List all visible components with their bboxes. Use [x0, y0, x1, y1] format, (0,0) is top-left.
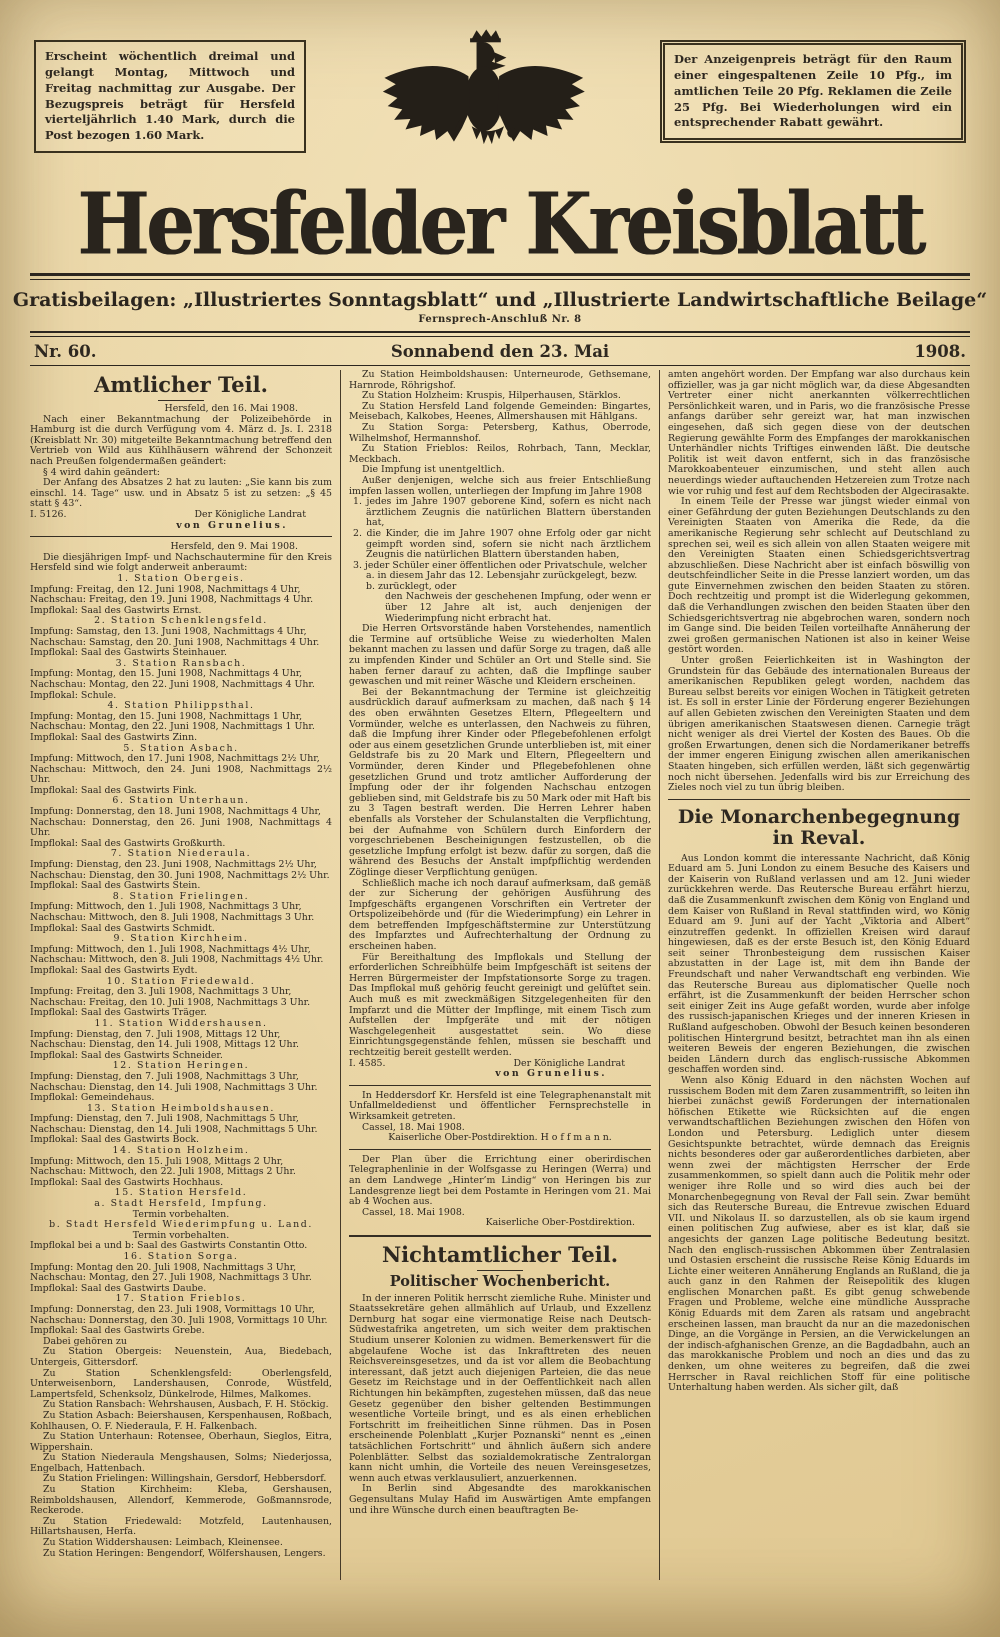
text-block: Impflokal: Saal des Gastwirts Ernst.	[30, 604, 202, 616]
date-row	[0, 337, 1000, 365]
issue-year: 1908.	[914, 342, 966, 361]
station-heading: 10. Station Friedewald.	[106, 975, 256, 987]
column-middle	[349, 370, 651, 1580]
text-block: Impfung: Dienstag, den 7. Juli 1908, Nachmittags 5 Uhr,	[30, 1113, 299, 1125]
text-block: Impflokal: Saal des Gastwirts Zinn.	[30, 731, 198, 743]
text-block: Nachschau: Mittwoch, den 8. Juli 1908, Nachmittags 4½ Uhr.	[30, 954, 324, 966]
text-block: Unter großen Feierlichkeiten ist in Washington der Grundstein für das Gebäude des internationalen Bureaus der amerikanischen Republiken gelegt worden, nachdem das Bureau selbst bereits vor einigen Wochen in Tätigkeit getreten ist. Es soll in erster Linie der Förderung engerer Beziehungen auf allen Gebieten zwischen den Vereinigten Staaten und dem übrigen amerikanischen Staatswesen dienen. Carnegie trägt nicht weniger als drei Viertel der Kosten des Baues. Ob die großen Erwartungen, denen sich die Nordamerikaner betreffs der immer engeren Einigung zwischen allen amerikanischen Staaten hingeben, sich erfüllen werden, läßt sich gegenwärtig noch nicht übersehen. Jedenfalls wird bis zur Erreichung des Zieles noch viel zu tun übrig bleiben.	[668, 655, 970, 794]
masthead-subtitle: Gratisbeilagen: „Illustriertes Sonntagsblatt“ und „Illustrierte Landwirtschaftliche Beilage“	[12, 289, 988, 311]
newspaper-title: Hersfelder Kreisblatt	[77, 174, 923, 274]
text-block: Zu Station Widdershausen: Leimbach, Kleinensee.	[43, 1537, 283, 1549]
issue-date: Sonnabend den 23. Mai	[390, 342, 610, 361]
article-paragraph: Nach einer Bekanntmachung der Polizeibehörde in Hamburg ist die durch Verfügung vom 4. März d. Js. I. 2318 (Kreisblatt Nr. 30) mitgeteilte Bekanntmachung betreffend den Vertrieb von Wild aus Kühlhäusern während der Schonzeit nach Preußen folgendermaßen geändert:	[30, 413, 332, 468]
column-rule	[349, 1149, 651, 1150]
text-block: Impflokal: Saal des Gastwirts Daube.	[30, 1282, 207, 1294]
text-block: Zu Station Unterhaun: Rotensee, Oberhaun, Sieglos, Eitra, Wippershain.	[30, 1431, 332, 1453]
station-heading: 17. Station Frieblos.	[115, 1293, 247, 1305]
text-block: Zu Station Holzheim: Kruspis, Hilperhausen, Stärklos.	[362, 390, 621, 402]
masthead-phone-line: Fernsprech-Anschluß Nr. 8	[418, 314, 582, 325]
station-heading: 12. Station Heringen.	[112, 1060, 250, 1072]
text-block: Nachschau: Mittwoch, den 24. Juni 1908, Nachmittags 2½ Uhr.	[30, 763, 332, 786]
text-block: Nachschau: Dienstag, den 14. Juli 1908, Mittags 12 Uhr.	[30, 1039, 300, 1051]
text-block: Impflokal: Saal des Gastwirts Hochhaus.	[30, 1176, 224, 1188]
text-block: Impflokal: Saal des Gastwirts Stein.	[30, 880, 201, 892]
station-heading: 14. Station Holzheim.	[112, 1145, 250, 1157]
station-heading: 4. Station Philippsthal.	[107, 700, 255, 712]
text-block: Zu Station Ransbach: Wehrshausen, Ausbach, F. H. Stöckig.	[43, 1399, 329, 1411]
column-rule	[349, 1085, 651, 1086]
ad-price-box: Der Anzeigenpreis beträgt für den Raum einer eingespaltenen Zeile 10 Pfg., im amtlichen Teile 20 Pfg. Reklamen die Zeile 25 Pfg. Bei Wiederholungen wird ein entsprechender Rabatt gewährt.	[660, 40, 966, 143]
signature-name: von Grunelius.	[176, 519, 288, 531]
text-block: Für Bereithaltung des Impflokals und Stellung der erforderlichen Schreibhülfe beim Impfgeschäft ist seitens der Herren Bürgermeister der Impfstationsorte Sorge zu tragen. Das Impflokal muß gehörig feucht gereinigt und gelüftet sein. Auch muß es mit zweckmäßigen Sitzgelegenheiten für den Impfarzt und die Mütter der Impflinge, mit einem Tisch zum Aufstellen der Impfgeräte und mit der nötigen Waschgelegenheit ausgestattet sein. Wo diese Einrichtungsgegenstände fehlen, müssen sie beschafft und rechtzeitig bereit gestellt werden.	[349, 951, 651, 1058]
signature-role: Der Königliche Landrat	[513, 1057, 625, 1069]
text-block: In einem Teile der Presse war jüngst wieder einmal von einer Gefährdung der guten Beziehungen Deutschlands zu den Vereinigten Staaten von Amerika die Rede, da die amerikanische Regierung sehr schlecht auf Deutschland zu sprechen sei, weil es sich allein von allen Staaten weigere mit den Vereinigten Staaten einen Schiedsgerichtsvertrag abzuschließen. Diese Nachricht aber ist einfach böswillig von deutschfeindlicher Seite in die Presse lanziert worden, um das gute Einvernehmen zwischen den beiden Staaten zu stören. Doch rechtzeitig und prompt ist die Widerlegung gekommen, daß die Verhandlungen zwischen den beiden Staaten über den Schiedsgerichtsvertrag nie abgebrochen waren, sondern noch im Gange sind. Die beiden Teilen vorteilhafte Annäherung der zwei großen germanischen Nationen ist also in keiner Weise gestört worden.	[668, 496, 970, 656]
text-block: Impflokal: Schule.	[30, 689, 117, 701]
station-heading: 1. Station Obergeis.	[117, 573, 245, 584]
text-block: 3. jeder Schüler einer öffentlichen oder Privatschule, welcher	[353, 559, 647, 571]
text-block: Nachschau: Dienstag, den 14. Juli 1908, Nachmittags 3 Uhr.	[30, 1081, 318, 1093]
text-block: Cassel, 18. Mai 1908.	[362, 1206, 465, 1218]
text-block: In der inneren Politik herrscht ziemliche Ruhe. Minister und Staatssekretäre gehen allmählich auf Urlaub, und Exzellenz Dernburg hat sogar eine viermonatige Reise nach Deutsch-Südwestafrika angetreten, um sich weiter dem praktischen Studium unserer Kolonien zu widmen. Bemerkenswert für die abgelaufene Woche ist das Inkrafttreten des neuen Reichsvereinsgesetzes, und da ist vor allem die Beobachtung interessant, daß jetzt auch diejenigen Parteien, die das neue Gesetz im Reichstage und in der Oeffentlichkeit nach allen Richtungen hin bekämpften, zugestehen müssen, daß das neue Gesetz gegenüber den bisher geltenden Bestimmungen wesentliche Vorteile bringt, und es als einen erheblichen Fortschritt im freiheitlichen Sinne rühmen. Das in Posen erscheinende Polenblatt „Kurjer Poznanski“ nennt es „einen tatsächlichen Fortschritt“ und ähnlich äußern sich andere Polenblätter. Selbst das sozialdemokratische Zentralorgan kann nicht umhin, die Vorteile des neuen Vereinsgesetzes, wenn auch etwas verklausuliert, anzuerkennen.	[349, 1292, 651, 1484]
text-block: Impfung: Montag, den 15. Juni 1908, Nachmittags 4 Uhr,	[30, 668, 303, 680]
signature-role: Der Königliche Landrat	[194, 509, 306, 521]
issue-number: Nr. 60.	[34, 342, 97, 361]
text-block: Impflokal: Saal des Gastwirts Steinhauer.	[30, 647, 227, 659]
column-right	[668, 370, 970, 1580]
text-block: Impflokal: Saal des Gastwirts Großkurth.	[30, 837, 226, 849]
text-block: 1. jedes im Jahre 1907 geborene Kind, sofern es nicht nach ärztlichem Zeugnis die natürlichen Blattern überstanden hat,	[353, 496, 651, 529]
text-block: den Nachweis der geschehenen Impfung, oder wenn er über 12 Jahre alt ist, auch denjenigen der Wiederimpfung nicht erbracht hat.	[385, 591, 651, 624]
text-block: Zu Station Heimboldshausen: Unterneurode, Gethsemane, Harnrode, Röhrigshof.	[349, 370, 651, 391]
text-block: Impfung: Freitag, den 3. Juli 1908, Nachmittags 3 Uhr,	[30, 986, 292, 998]
station-heading: 15. Station Hersfeld.	[114, 1187, 248, 1199]
text-block: Impfung: Mittwoch, den 1. Juli 1908, Nachmittags 4½ Uhr,	[30, 943, 311, 955]
text-block: Bei der Bekanntmachung der Termine ist gleichzeitig ausdrücklich darauf aufmerksam zu machen, daß nach § 14 des oben erwähnten Gesetzes Eltern, Pflegeeltern und Vormünder, welche es unterlassen, den Nachweis zu führen, daß die Impfung ihrer Kinder oder Pflegebefohlenen erfolgt oder aus einem gesetzlichen Grunde unterblieben ist, mit einer Geldstrafe bis zu 20 Mark und Eltern, Pflegeeltern und Vormünder, deren Kinder und Pflegebefohlenen ohne gesetzlichen Grund und trotz amtlicher Aufforderung der Impfung oder der ihr folgenden Nachschau entzogen geblieben sind, mit Geldstrafe bis zu 50 Mark oder mit Haft bis zu 3 Tagen bestraft werden. Die Herren Lehrer haben ebenfalls als Vorsteher der Schulanstalten die Verpflichtung, bei der Aufnahme von Schülern durch Einfordern der vorgeschriebenen Bescheinigungen festzustellen, ob die gesetzliche Impfung erfolgt ist bezw. dafür zu sorgen, daß die während des Besuchs der Anstalt impfpflichtig werdenden Zöglinge dieser Verpflichtung genügen.	[349, 686, 651, 878]
text-block: Nachschau: Freitag, den 10. Juli 1908, Nachmittags 3 Uhr.	[30, 996, 311, 1008]
section-heading: Amtlicher Teil.	[30, 373, 332, 401]
text-block: Zu Station Frieblos: Reilos, Rohrbach, Tann, Mecklar, Meckbach.	[349, 443, 651, 465]
masthead-rule-top	[30, 273, 970, 280]
dateline: Hersfeld, den 9. Mai 1908.	[170, 541, 298, 553]
text-block: Die Herren Ortsvorstände haben Vorstehendes, namentlich die Termine auf ortsübliche Weise zu wiederholten Malen bekannt machen zu lassen und dafür Sorge zu tragen, daß alle zu impfenden Kinder und Schüler an Ort und Stelle sind. Sie haben ferner darauf zu achten, daß die Impflinge sauber gewaschen und mit reiner Wäsche und Kleidern erscheinen.	[349, 623, 651, 688]
text-block: Impflokal: Gemeindehaus.	[30, 1092, 155, 1104]
text-block: Nachschau: Freitag, den 19. Juni 1908, Nachmittags 4 Uhr.	[30, 594, 314, 606]
text-block: Zu Station Friedewald: Motzfeld, Lautenhausen, Hillartshausen, Herfa.	[30, 1515, 332, 1538]
text-block: Impflokal: Saal des Gastwirts Träger.	[30, 1007, 207, 1019]
station-heading: 6. Station Unterhaun.	[112, 795, 250, 807]
text-block: Schließlich mache ich noch darauf aufmerksam, daß gemäß der zur Sicherung der gehörigen Ausführung des Impfgeschäfts ergangenen Vorschriften ein Vertreter der Ortspolizeibehörde und (für die Wiederimpfung) ein Lehrer in dem betreffenden Impfgeschäftstermine zur Unterstützung des Impfarztes und Aufrechterhaltung der Ordnung zu erscheinen haben.	[349, 877, 651, 953]
station-heading: 8. Station Frielingen.	[112, 890, 250, 902]
text-block: Zu Station Schenklengsfeld: Oberlengsfeld, Unterweisenborn, Landershausen, Conrode, Wüstfeld, Lampertsfeld, Schenksolz, Dünkelrode, Hilmes, Malkomes.	[30, 1367, 332, 1400]
publication-schedule-box: Erscheint wöchentlich dreimal und gelangt Montag, Mittwoch und Freitag nachmittag zur Ausgabe. Der Bezugspreis beträgt für Hersfeld vierteljährlich 1.40 Mark, durch die Post bezogen 1.60 Mark.	[34, 40, 306, 153]
text-block: In Berlin sind Abgesandte des marokkanischen Gegensultans Mulay Hafid im Auswärtigen Amte empfangen und ihre Wünsche durch einen beauftragten Be-	[349, 1483, 651, 1516]
column-divider	[659, 370, 660, 1580]
text-block: Impflokal: Saal des Gastwirts Grebe.	[30, 1325, 205, 1337]
text-block: Termin vorbehalten.	[132, 1208, 230, 1220]
text-block: Zu Station Sorga: Petersberg, Kathus, Oberrode, Wilhelmshof, Hermannshof.	[349, 421, 651, 444]
text-block: Impfung: Samstag, den 13. Juni 1908, Nachmittags 4 Uhr,	[30, 625, 307, 637]
text-block: a. in diesem Jahr das 12. Lebensjahr zurückgelegt, bezw.	[366, 570, 638, 582]
text-block: Impfung: Mittwoch, den 1. Juli 1908, Nachmittags 3 Uhr,	[30, 901, 302, 913]
prussian-eagle-icon	[378, 20, 588, 168]
text-block: Nachschau: Donnerstag, den 26. Juni 1908, Nachmittags 4 Uhr.	[30, 816, 332, 839]
article-heading: Politischer Wochenbericht.	[389, 1273, 611, 1290]
text-block: Nachschau: Samstag, den 20. Juni 1908, Nachmittags 4 Uhr.	[30, 636, 320, 648]
station-heading: 5. Station Asbach.	[123, 742, 239, 754]
text-block: Impfung: Donnerstag, den 23. Juli 1908, Vormittags 10 Uhr,	[30, 1303, 315, 1315]
station-heading: 2. Station Schenklengsfeld.	[94, 615, 268, 627]
station-heading: 3. Station Ransbach.	[115, 657, 247, 669]
dateline: Hersfeld, den 16. Mai 1908.	[164, 403, 298, 415]
text-block: Wenn also König Eduard in den nächsten Wochen auf russischem Boden mit dem Zaren zusammentrifft, so leiten ihn hierbei zunächst gewiß Forderungen der internationalen höfischen Etikette wie Rücksichten auf die engen verwandtschaftlichen Beziehungen zwischen den Höfen von London und Petersburg. Lediglich unter diesem Gesichtspunkte betrachtet, würde demnach das Ereignis nichts besonderes oder gar außerordentliches darbieten, aber wenn zwei der mächtigsten Herrscher der Erde zusammenkommen, so spielt dann auch die Politik mehr oder weniger ihre Rolle und so wird dies auch bei der Monarchenbegegnung von Reval der Fall sein. Zwar bemüht sich das Reutersche Bureau, die Entrevue zwischen Eduard VII. und Nikolaus II. so darzustellen, als ob sie kaum irgend einen politischen Zug aufwiese, aber es ist klar, daß sie angesichts der ganzen Lage politische Bedeutung besitzt. Nach den englisch-russischen Abkommen über Zentralasien und Ostasien erscheint die russische Reise König Eduards im Lichte einer weiteren Annäherung Englands an Rußland, die ja auch ganz in den Rahmen der Reisepolitik des klugen englischen Monarchen paßt. Es gibt genug schwebende Fragen und Probleme, welche eine mündliche Aussprache König Eduards mit dem Zaren als ratsam und angebracht erscheinen lassen, man braucht da nur an die mazedonischen Dinge, an die Vorgänge in Persien, an die Verwickelungen an der indisch-afghanischen Grenze, an die Bagdadbahn, auch an das marokkanische Problem und noch an dies und das zu denken, um ohne weiteres zu begreifen, daß die zwei Herrscher in Raval reichlichen Stoff für eine politische Unterhaltung haben werden. Als sicher gilt, daß	[668, 1075, 970, 1394]
station-heading: 13. Station Heimboldshausen.	[86, 1102, 275, 1114]
text-block: Der Plan über die Errichtung einer oberirdischen Telegraphenlinie in der Wolfsgasse zu Heringen (Werra) und an dem Landwege „Hinter’m Lindig“ von Heringen bis zur Landesgrenze liegt bei dem Postamte in Heringen vom 21. Mai ab 4 Wochen aus.	[349, 1153, 651, 1208]
text-block: Impfung: Dienstag, den 7. Juli 1908, Nachmittags 3 Uhr,	[30, 1070, 299, 1082]
text-block: Nachschau: Mittwoch, den 8. Juli 1908, Nachmittags 3 Uhr.	[30, 912, 315, 923]
text-block: Impfung: Donnerstag, den 18. Juni 1908, Nachmittags 4 Uhr,	[30, 806, 321, 818]
section-heading: Nichtamtlicher Teil.	[349, 1243, 651, 1271]
text-block: Zu Station Obergeis: Neuenstein, Aua, Biedebach, Untergeis, Gittersdorf.	[30, 1346, 332, 1368]
text-block: Nachschau: Montag, den 27. Juli 1908, Nachmittags 3 Uhr.	[30, 1272, 312, 1284]
station-heading: 9. Station Kirchheim.	[113, 933, 249, 945]
text-block: Nachschau: Dienstag, den 30. Juni 1908, Nachmittags 2½ Uhr.	[30, 869, 330, 881]
text-block: Impfung: Dienstag, den 7. Juli 1908, Mittags 12 Uhr,	[30, 1028, 281, 1040]
text-block: Nachschau: Mittwoch, den 22. Juli 1908, Mittags 2 Uhr.	[30, 1166, 296, 1178]
text-block: Nachschau: Montag, den 22. Juni 1908, Nachmittags 1 Uhr.	[30, 721, 315, 733]
text-block: Zu Station Niederaula Mengshausen, Solms; Niederjossa, Engelbach, Hattenbach.	[30, 1452, 332, 1474]
text-block: Kaiserliche Ober-Postdirektion. H o f f m a n n.	[388, 1132, 612, 1144]
text-block: Außer denjenigen, welche sich aus freier Entschließung impfen lassen wollen, unterliegen der Impfung im Jahre 1908	[349, 474, 651, 497]
station-heading: 16. Station Sorga.	[123, 1251, 239, 1262]
text-block: Aus London kommt die interessante Nachricht, daß König Eduard am 5. Juni London zu einem Besuche des Kaisers und der Kaiserin von Rußland verlassen und am 12. Juni wieder zurückkehren werde. Das Reutersche Bureau erfährt hierzu, daß die Zusammenkunft zwischen dem König von England und dem Kaiser von Rußland in Reval stattfinden wird, wo König Eduard am 9. Juni auf der Yacht „Viktoria and Albert“ einzutreffen gedenkt. In offiziellen Kreisen wird darauf hingewiesen, daß es der erste Besuch ist, den König Eduard seit seiner Thronbesteigung dem russischen Kaiser abzustatten in der Lage ist, mit dem ihn Bande der Freundschaft und naher Verwandtschaft eng verbinden. Wie das Reutersche Bureau aus diplomatischer Quelle noch erfährt, ist die Zusammenkunft der beiden Herrscher schon seit einiger Zeit ins Auge gefaßt worden, wurde aber infolge des russisch-japanischen Krieges und der inneren Kriesen in Rußland aufgeschoben. Obwohl der Besuch keinen besonderen politischen Hintergrund besitzt, betrachtet man ihn als einen weiteren Beweis der engeren Beziehungen, die zwischen beiden Ländern durch das englisch-russische Abkommen geschaffen worden sind.	[668, 852, 970, 1076]
signature-role: Kaiserliche Ober-Postdirektion.	[485, 1217, 635, 1229]
text-block: § 4 wird dahin geändert:	[43, 466, 160, 478]
text-block: Impflokal: Saal des Gastwirts Eydt.	[30, 964, 198, 976]
article-heading: Die Monarchenbegegnung in Reval.	[677, 805, 961, 849]
text-block: Impfung: Freitag, den 12. Juni 1908, Nachmittags 4 Uhr,	[30, 583, 301, 595]
station-heading: b. Stadt Hersfeld Wiederimpfung u. Land.	[49, 1219, 313, 1231]
signature-name: von Grunelius.	[495, 1068, 607, 1080]
text-block: b. zurücklegt, oder	[366, 580, 457, 592]
text-block: Zu Station Heringen: Bengendorf, Wölfershausen, Lengers.	[43, 1547, 326, 1559]
column-rule	[349, 1235, 651, 1237]
text-block: 2. die Kinder, die im Jahre 1907 ohne Erfolg oder gar nicht geimpft worden sind, sofern sie nicht nach ärztlichem Zeugnis die natürlichen Blattern überstanden haben,	[353, 527, 651, 561]
file-reference: I. 4585.	[349, 1057, 386, 1069]
text-block: In Heddersdorf Kr. Hersfeld ist eine Telegraphenanstalt mit Unfallmeldedienst und öffentlicher Fernsprechstelle in Wirksamkeit getreten.	[349, 1089, 651, 1122]
text-block: Zu Station Asbach: Beiershausen, Kerspenhausen, Roßbach, Kohlhausen, O. F. Niederaula, F. H. Falkenbach.	[30, 1409, 332, 1432]
text-block: Nachschau: Dienstag, den 14. Juli 1908, Nachmittags 5 Uhr.	[30, 1123, 318, 1135]
text-block: Impflokal: Saal des Gastwirts Schneider.	[30, 1049, 223, 1061]
text-block: Impfung: Mittwoch, den 15. Juli 1908, Mittags 2 Uhr,	[30, 1155, 284, 1167]
text-block: Impflokal: Saal des Gastwirts Schmidt.	[30, 922, 215, 934]
text-block: Impflokal: Saal des Gastwirts Fink.	[30, 784, 197, 796]
text-block: Impfung: Dienstag, den 23. Juni 1908, Nachmittags 2½ Uhr,	[30, 859, 317, 871]
column-left	[30, 370, 332, 1580]
text-block: Nachschau: Montag, den 22. Juni 1908, Nachmittags 4 Uhr.	[30, 678, 315, 690]
text-block: Dabei gehören zu	[43, 1335, 127, 1347]
masthead-top-row	[0, 0, 1000, 168]
column-divider	[340, 370, 341, 1580]
text-block: amten angehört worden. Der Empfang war also durchaus kein offizieller, was ja gar nicht möglich war, da diese Abgesandten Vertreter einer nicht anerkannten völkerrechtlichen Persönlichkeit waren, und in Paris, wo die französische Presse anfangs darüber sehr gereizt war, hat man inzwischen eingesehen, daß sich gegen diese von der deutschen Regierung gewählte Form des Empfanges der marokkanischen Unterhändler nichts Triftiges einwenden läßt. Die deutsche Politik ist weit davon entfernt, sich in das französische Marokkoabenteuer einzumischen, und steht allen auch neuerdings wieder auftauchenden Hetzereien zum Trotze nach wie vor ruhig und fest auf dem Rechtsboden der Algecirasakte.	[668, 370, 970, 497]
text-block: Impflokal bei a und b: Saal des Gastwirts Constantin Otto.	[30, 1240, 308, 1252]
text-block: Nachschau: Donnerstag, den 30. Juli 1908, Vormittags 10 Uhr.	[30, 1314, 328, 1326]
text-block: Impfung: Montag den 20. Juli 1908, Nachmittags 3 Uhr,	[30, 1261, 297, 1273]
station-heading: a. Stadt Hersfeld, Impfung.	[94, 1198, 268, 1210]
text-block: Zu Station Frielingen: Willingshain, Gersdorf, Hebbersdorf.	[43, 1473, 327, 1485]
text-block: Die Impfung ist unentgeltlich.	[362, 464, 505, 476]
text-block: Impfung: Mittwoch, den 17. Juni 1908, Nachmittags 2½ Uhr,	[30, 753, 320, 765]
column-rule	[30, 536, 332, 537]
text-block: Impfung: Montag, den 15. Juni 1908, Nachmittags 1 Uhr,	[30, 710, 303, 722]
text-block: Zu Station Kirchheim: Kleba, Gershausen, Reimboldshausen, Allendorf, Kemmerode, Goßmannsrode, Reckerode.	[30, 1484, 332, 1517]
text-block: Impflokal: Saal des Gastwirts Bock.	[30, 1134, 199, 1146]
masthead	[0, 0, 1000, 366]
text-block: Cassel, 18. Mai 1908.	[362, 1121, 465, 1133]
text-block: Der Anfang des Absatzes 2 hat zu lauten: „Sie kann bis zum einschl. 14. Tage“ usw. und in Absatz 5 ist zu setzen: „§ 45 statt § 43“.	[30, 477, 332, 510]
station-heading: 7. Station Niederaula.	[110, 848, 252, 860]
text-block: Die diesjährigen Impf- und Nachschautermine für den Kreis Hersfeld sind wie folgt anderweit anberaumt:	[30, 551, 332, 574]
station-heading: 11. Station Widdershausen.	[94, 1017, 268, 1029]
text-block: Termin vorbehalten.	[132, 1229, 230, 1241]
text-block: Zu Station Hersfeld Land folgende Gemeinden: Bingartes, Meisebach, Kalkobes, Heenes, Allmershausen mit Hählgans.	[349, 400, 651, 423]
article-columns	[0, 366, 1000, 1580]
file-reference: I. 5126.	[30, 509, 67, 521]
column-rule	[668, 799, 970, 800]
